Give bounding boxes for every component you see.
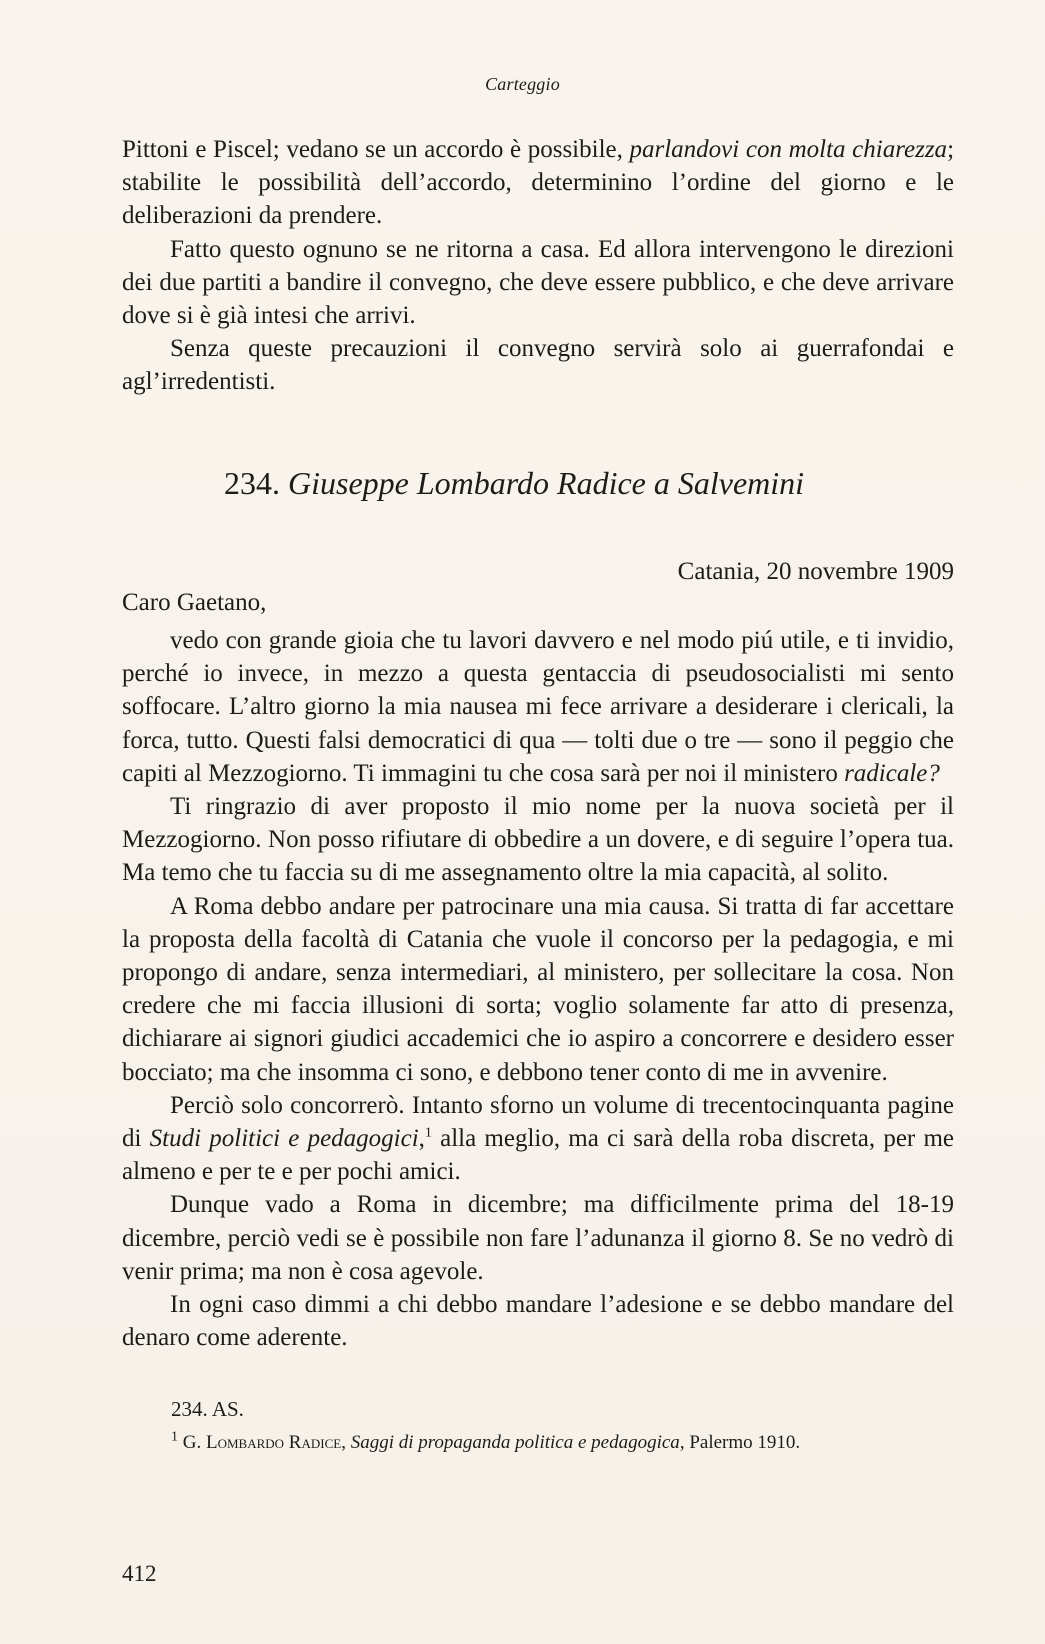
running-head: Carteggio (485, 74, 560, 94)
letter-paragraph-4 (122, 1089, 954, 1189)
footnote-comma-1: , (341, 1432, 351, 1453)
letter-paragraph-3-segment-1: A Roma debbo andare per patrocinare una mia causa. Si tratta di far accettare la proposta della facoltà di Catania che vuole il concorso per la pedagogia, e mi propongo di andare, senza intermediari, al ministero, per sollecitare la cosa. Non credere che mi faccia illusioni di sorta; voglio solamente far atto di presenza, dichiarare ai signori giudici accademici che io aspiro a concorrere e desidero esser bocciato; ma che insomma ci sono, e debbono tener conto di me in avvenire. (122, 892, 954, 1086)
continued-paragraph-1-segment-1: Pittoni e Piscel; vedano se un accordo è possibile, (122, 136, 630, 163)
footnote-tail: Palermo 1910. (689, 1432, 801, 1453)
footnote-title: Saggi di propaganda politica e pedagogica (350, 1432, 680, 1453)
salutation: Caro Gaetano, (122, 589, 267, 616)
continued-paragraph-1 (122, 133, 954, 233)
letter-paragraph-3 (122, 890, 954, 1089)
footnote-reference-1: 1 (424, 1125, 432, 1141)
letter-paragraph-4-segment-1: Perciò solo concorrerò. Intanto sforno un volume di trecentocinquanta pagine di (122, 1091, 954, 1153)
letter-paragraph-2 (122, 790, 954, 890)
footnote-mark: 1 (171, 1429, 178, 1445)
continued-paragraph-2 (122, 233, 954, 333)
letter-paragraph-6-segment-1: In ogni caso dimmi a chi debbo mandare l’adesione e se debbo mandare del denaro come aderente. (122, 1291, 954, 1352)
letter-paragraph-2-segment-1: Ti ringrazio di aver proposto il mio nome per la nuova società per il Mezzogiorno. Non posso rifiutare di obbedire a un dovere, e di seguire l’opera tua. Ma temo che tu faccia su di me assegnamento oltre la mia capacità, al solito. (122, 793, 954, 887)
continued-text (122, 133, 954, 399)
source-note: 234. AS. (171, 1397, 244, 1421)
continued-paragraph-2-segment-1: Fatto questo ognuno se ne ritorna a casa. Ed allora intervengono le direzioni dei due partiti a bandire il convegno, che deve essere pubblico, e che deve arrivare dove si è già intesi che arrivi. (122, 235, 954, 330)
letter-paragraph-1-segment-2: radicale? (844, 759, 940, 787)
letter-paragraph-5-segment-1: Dunque vado a Roma in dicembre; ma difficilmente prima del 18-19 dicembre, perciò vedi se è possibile non fare l’adunanza il giorno 8. Se no vedrò di venir prima; ma non è cosa agevole. (122, 1191, 954, 1285)
letter-paragraph-6 (122, 1288, 954, 1354)
footnote-author-prefix: G. (182, 1432, 202, 1453)
footnote-comma-2: , (679, 1432, 690, 1453)
dateline: Catania, 20 novembre 1909 (677, 558, 954, 585)
letter-paragraph-5 (122, 1188, 954, 1288)
letter-paragraph-4-segment-5: alla meglio, ma ci sarà della roba discreta, per me almeno e per te e per pochi amici. (122, 1125, 954, 1186)
letter-paragraph-4-segment-2: Studi politici e pedagogici (149, 1125, 419, 1153)
letter-paragraph-4-segment-3: , (418, 1125, 425, 1153)
section-heading: Giuseppe Lombardo Radice a Salvemini (288, 465, 805, 501)
continued-paragraph-3 (122, 332, 954, 398)
letter-paragraph-1 (122, 624, 954, 790)
footnote-1 (171, 1429, 800, 1457)
section-title (224, 463, 804, 503)
letter-body (122, 624, 954, 1354)
footnote-author: Lombardo Radice (205, 1432, 342, 1453)
continued-paragraph-1-segment-3: ; stabilite le possibilità dell’accordo, determinino l’ordine del giorno e le deliberazioni da prendere. (122, 136, 955, 230)
section-number: 234. (224, 465, 280, 501)
continued-paragraph-3-segment-1: Senza queste precauzioni il convegno servirà solo ai guerrafondai e agl’irredentisti. (122, 335, 954, 396)
letter-paragraph-1-segment-1: vedo con grande gioia che tu lavori davvero e nel modo piú utile, e ti invidio, perché io invece, in mezzo a questa gentaccia di pseudosocialisti mi sento soffocare. L’altro giorno la mia nausea mi fece arrivare a desiderare i clericali, la forca, tutto. Questi falsi democratici di qua — tolti due o tre — sono il peggio che capiti al Mezzogiorno. Ti immagini tu che cosa sarà per noi il ministero (122, 627, 954, 787)
page-number: 412 (122, 1561, 157, 1586)
continued-paragraph-1-segment-2: parlandovi con molta chiarezza (629, 136, 948, 163)
